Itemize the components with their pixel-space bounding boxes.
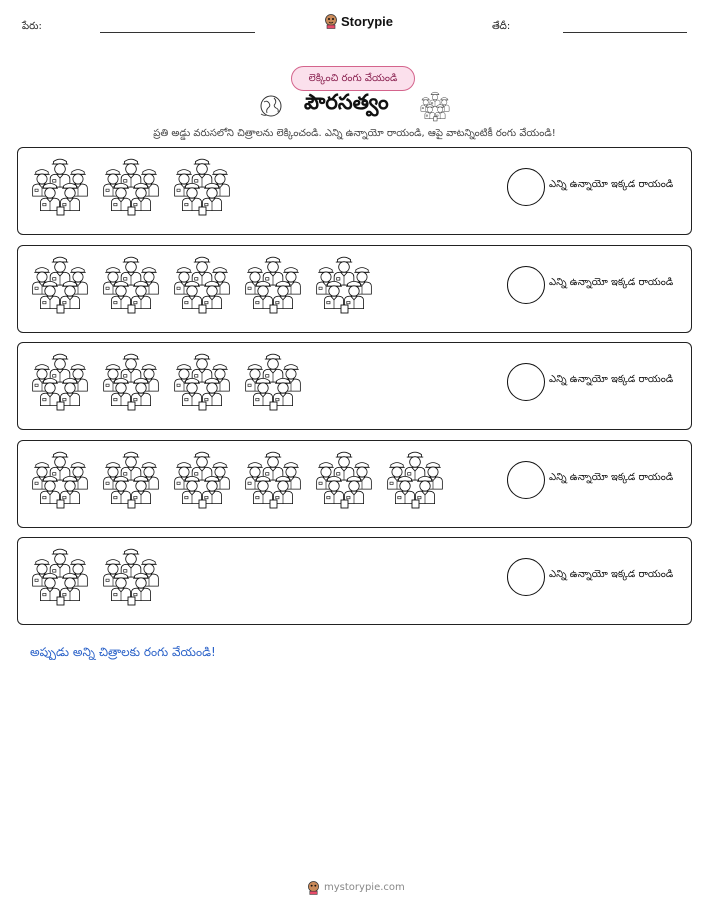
citizens-group-icon[interactable]	[175, 159, 230, 215]
activity-badge: లెక్కించి రంగు వేయండి	[291, 66, 415, 91]
citizens-group-icon[interactable]	[388, 452, 443, 508]
page-title: పౌరసత్వం	[304, 90, 389, 114]
citizens-group-icon[interactable]	[33, 452, 88, 508]
citizens-group-icon[interactable]	[104, 452, 159, 508]
instructions: ప్రతి అడ్డు వరుసలోని చిత్రాలను లెక్కించండి. ఎన్ని ఉన్నాయో రాయండి, ఆపై వాటన్నింటికీ రంగు వేయండి!	[153, 128, 556, 139]
site-url: mystorypie.com	[324, 882, 405, 893]
answer-label: ఎన్ని ఉన్నాయో ఇక్కడ రాయండి	[549, 179, 674, 190]
citizens-group-icon[interactable]	[246, 452, 301, 508]
answer-circle[interactable]	[507, 461, 545, 499]
answer-circle[interactable]	[507, 168, 545, 206]
answer-label: ఎన్ని ఉన్నాయో ఇక్కడ రాయండి	[549, 277, 674, 288]
citizens-group-icon[interactable]	[246, 257, 301, 313]
site-footer	[307, 880, 405, 895]
citizens-group-icon	[418, 90, 452, 122]
date-line[interactable]	[563, 32, 687, 33]
citizens-group-icon[interactable]	[317, 452, 372, 508]
answer-circle[interactable]	[507, 363, 545, 401]
picture-group	[30, 545, 172, 611]
citizens-group-icon[interactable]	[175, 452, 230, 508]
answer-label: ఎన్ని ఉన్నాయో ఇక్కడ రాయండి	[549, 569, 674, 580]
brand-logo	[324, 13, 393, 29]
name-label: పేరు:	[22, 21, 42, 32]
brand-name: Storypie	[341, 13, 394, 29]
answer-label: ఎన్ని ఉన్నాయో ఇక్కడ రాయండి	[549, 472, 674, 483]
picture-group	[30, 155, 243, 221]
picture-group	[30, 448, 456, 514]
picture-group	[30, 253, 385, 319]
answer-circle[interactable]	[507, 266, 545, 304]
storypie-mascot-icon	[324, 13, 338, 29]
citizens-group-icon[interactable]	[104, 354, 159, 410]
answer-label: ఎన్ని ఉన్నాయో ఇక్కడ రాయండి	[549, 374, 674, 385]
citizens-group-icon[interactable]	[175, 257, 230, 313]
citizens-group-icon[interactable]	[104, 549, 159, 605]
globe-icon	[258, 93, 284, 119]
picture-group	[30, 350, 314, 416]
citizens-group-icon[interactable]	[104, 257, 159, 313]
closing-note: అప్పుడు అన్ని చిత్రాలకు రంగు వేయండి!	[30, 645, 216, 659]
citizens-group-icon[interactable]	[33, 159, 88, 215]
answer-circle[interactable]	[507, 558, 545, 596]
citizens-group-icon[interactable]	[33, 354, 88, 410]
count-row	[17, 537, 692, 625]
citizens-group-icon[interactable]	[33, 549, 88, 605]
name-line[interactable]	[100, 32, 255, 33]
count-row	[17, 342, 692, 430]
count-row	[17, 440, 692, 528]
count-row	[17, 147, 692, 235]
count-row	[17, 245, 692, 333]
citizens-group-icon[interactable]	[317, 257, 372, 313]
date-label: తేదీ:	[492, 21, 511, 32]
storypie-mascot-icon	[307, 880, 320, 895]
citizens-group-icon[interactable]	[33, 257, 88, 313]
citizens-group-icon[interactable]	[175, 354, 230, 410]
citizens-group-icon[interactable]	[104, 159, 159, 215]
citizens-group-icon[interactable]	[246, 354, 301, 410]
title-row	[0, 88, 709, 122]
